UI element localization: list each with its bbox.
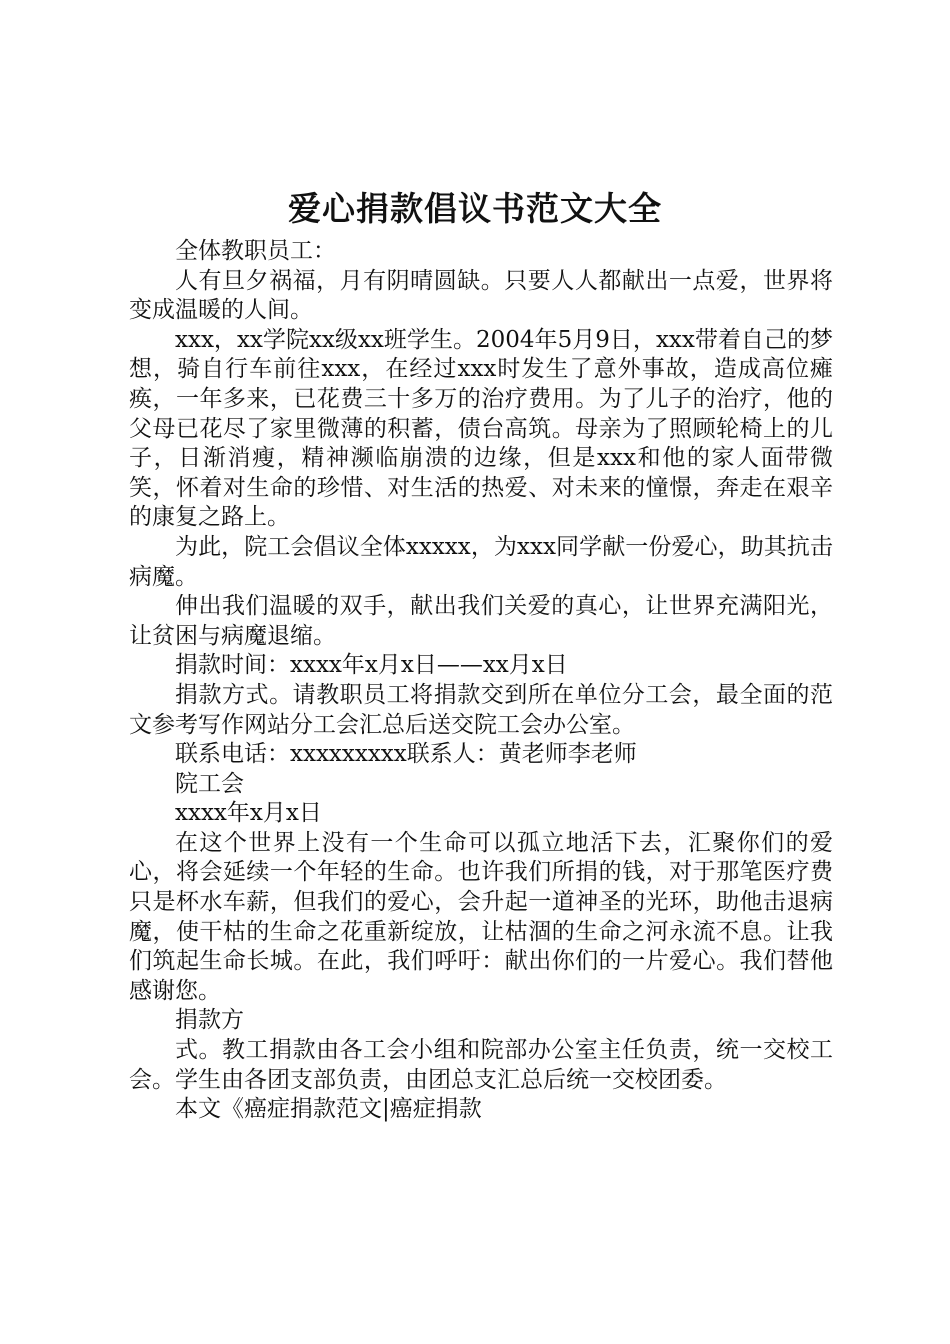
contact-info: 联系电话：xxxxxxxxx联系人：黄老师李老师 (175, 741, 637, 768)
signature-org: 院工会 (175, 770, 244, 797)
paragraph-closing: 在这个世界上没有一个生命可以孤立地活下去，汇聚你们的爱心，将会延续一个年轻的生命。也许我们所捐的钱，对于那笔医疗费只是杯水车薪，但我们的爱心，会升起一道神圣的光环，助他击退病魔，使干枯的生命之花重新绽放，让枯涸的生命之河永流不息。让我们筑起生命长城。在此，我们呼吁：献出你们的一片爱心。我们替他感谢您。 (129, 829, 833, 1004)
donation-method: 捐款方式。请教职员工将捐款交到所在单位分工会，最全面的范文参考写作网站分工会汇总后送交院工会办公室。 (129, 681, 833, 738)
document-body (129, 237, 833, 1125)
paragraph-call: 伸出我们温暖的双手，献出我们关爱的真心，让世界充满阳光，让贫困与病魔退缩。 (129, 593, 833, 649)
donation-method-detail: 式。教工捐款由各工会小组和院部办公室主任负责，统一交校工会。学生由各团支部负责，由团总支汇总后统一交校团委。 (129, 1037, 833, 1093)
paragraph-intro: 人有旦夕祸福，月有阴晴圆缺。只要人人都献出一点爱，世界将变成温暖的人间。 (129, 267, 833, 324)
donation-method-heading: 捐款方 (175, 1007, 244, 1034)
salutation: 全体教职员工： (175, 238, 336, 264)
document-title: 爱心捐款倡议书范文大全 (288, 189, 662, 228)
donation-time: 捐款时间：xxxx年x月x日——xx月x日 (175, 652, 568, 679)
paragraph-story: xxx，xx学院xx级xx班学生。2004年5月9日，xxx带着自己的梦想，骑自行车前往xxx，在经过xxx时发生了意外事故，造成高位瘫痪，一年多来，已花费三十多万的治疗费用。为了儿子的治疗，他的父母已花尽了家里微薄的积蓄，债台高筑。母亲为了照顾轮椅上的儿子，日渐消瘦，精神濒临崩溃的边缘，但是xxx和他的家人面带微笑，怀着对生命的珍惜、对生活的热爱、对未来的憧憬，奔走在艰辛的康复之路上。 (129, 326, 833, 531)
signature-date: xxxx年x月x日 (175, 800, 322, 827)
paragraph-appeal: 为此，院工会倡议全体xxxxx，为xxx同学献一份爱心，助其抗击病魔。 (129, 533, 833, 590)
article-footer: 本文《癌症捐款范文|癌症捐款 (175, 1096, 482, 1123)
